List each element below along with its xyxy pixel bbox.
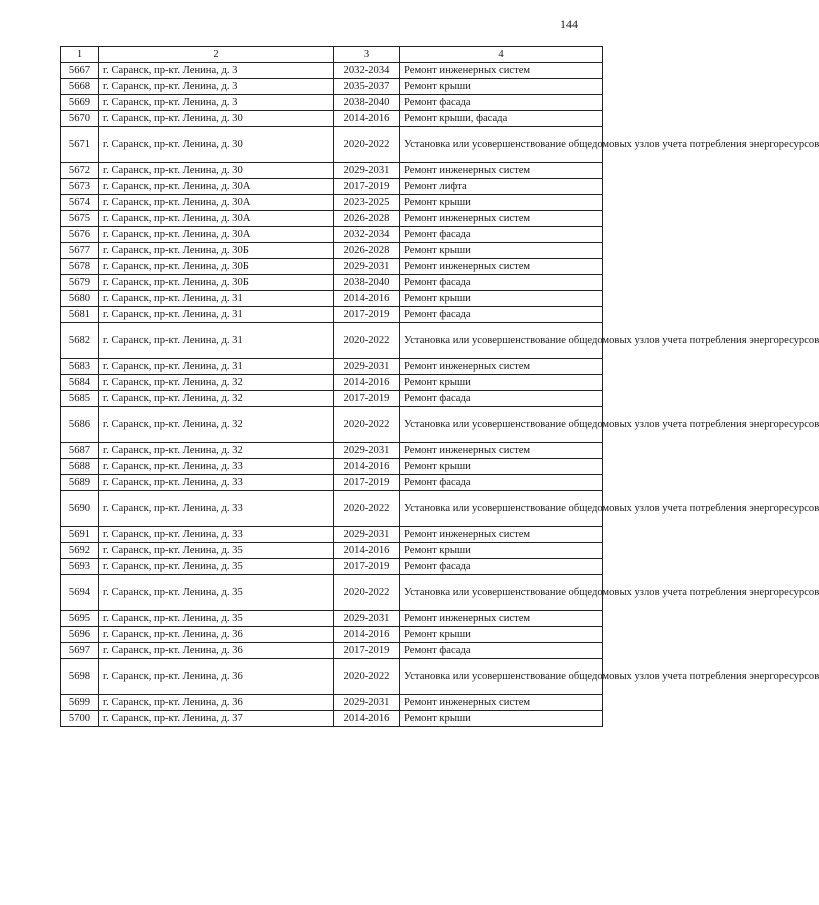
row-number-cell: 5673	[61, 179, 99, 195]
table-row	[61, 111, 603, 127]
table-row	[61, 211, 603, 227]
table-row	[61, 275, 603, 291]
address-cell: г. Саранск, пр-кт. Ленина, д. 33	[99, 491, 334, 527]
period-cell: 2029-2031	[334, 163, 400, 179]
address-cell: г. Саранск, пр-кт. Ленина, д. 30А	[99, 195, 334, 211]
period-cell: 2017-2019	[334, 391, 400, 407]
work-type-cell: Ремонт инженерных систем	[400, 163, 603, 179]
table-row	[61, 291, 603, 307]
row-number-cell: 5677	[61, 243, 99, 259]
work-type-cell: Ремонт фасада	[400, 475, 603, 491]
table-row	[61, 375, 603, 391]
work-type-cell: Установка или усовершенствование общедомовых узлов учета потребления энергоресурсов	[400, 407, 603, 443]
row-number-cell: 5690	[61, 491, 99, 527]
period-cell: 2026-2028	[334, 243, 400, 259]
table-row	[61, 695, 603, 711]
row-number-cell: 5684	[61, 375, 99, 391]
table-row	[61, 127, 603, 163]
period-cell: 2014-2016	[334, 375, 400, 391]
period-cell: 2020-2022	[334, 659, 400, 695]
address-cell: г. Саранск, пр-кт. Ленина, д. 33	[99, 475, 334, 491]
period-cell: 2029-2031	[334, 443, 400, 459]
table-body	[61, 63, 819, 727]
address-cell: г. Саранск, пр-кт. Ленина, д. 36	[99, 695, 334, 711]
address-cell: г. Саранск, пр-кт. Ленина, д. 33	[99, 459, 334, 475]
address-cell: г. Саранск, пр-кт. Ленина, д. 3	[99, 63, 334, 79]
work-type-cell: Ремонт инженерных систем	[400, 611, 603, 627]
address-cell: г. Саранск, пр-кт. Ленина, д. 35	[99, 543, 334, 559]
row-number-cell: 5685	[61, 391, 99, 407]
table-row	[61, 659, 603, 695]
row-number-cell: 5670	[61, 111, 99, 127]
table-row	[61, 611, 603, 627]
address-cell: г. Саранск, пр-кт. Ленина, д. 3	[99, 79, 334, 95]
period-cell: 2038-2040	[334, 95, 400, 111]
work-type-cell: Ремонт инженерных систем	[400, 695, 603, 711]
table-row	[61, 459, 603, 475]
period-cell: 2020-2022	[334, 575, 400, 611]
period-cell: 2014-2016	[334, 111, 400, 127]
table-row	[61, 63, 603, 79]
work-type-cell: Ремонт фасада	[400, 559, 603, 575]
row-number-cell: 5681	[61, 307, 99, 323]
table-row	[61, 259, 603, 275]
table-row	[61, 643, 603, 659]
work-type-cell: Установка или усовершенствование общедомовых узлов учета потребления энергоресурсов	[400, 491, 603, 527]
row-number-cell: 5682	[61, 323, 99, 359]
table-row	[61, 323, 603, 359]
address-cell: г. Саранск, пр-кт. Ленина, д. 31	[99, 359, 334, 375]
table-row	[61, 359, 603, 375]
row-number-cell: 5686	[61, 407, 99, 443]
period-cell: 2029-2031	[334, 359, 400, 375]
work-type-cell: Установка или усовершенствование общедомовых узлов учета потребления энергоресурсов	[400, 659, 603, 695]
address-cell: г. Саранск, пр-кт. Ленина, д. 30Б	[99, 243, 334, 259]
period-cell: 2035-2037	[334, 79, 400, 95]
table-row	[61, 711, 603, 727]
work-type-cell: Установка или усовершенствование общедомовых узлов учета потребления энергоресурсов	[400, 575, 603, 611]
work-type-cell: Ремонт инженерных систем	[400, 259, 603, 275]
table-row	[61, 95, 603, 111]
address-cell: г. Саранск, пр-кт. Ленина, д. 33	[99, 527, 334, 543]
table-row	[61, 391, 603, 407]
period-cell: 2032-2034	[334, 63, 400, 79]
period-cell: 2029-2031	[334, 611, 400, 627]
period-cell: 2023-2025	[334, 195, 400, 211]
period-cell: 2020-2022	[334, 127, 400, 163]
table-row	[61, 575, 603, 611]
row-number-cell: 5667	[61, 63, 99, 79]
header-row	[61, 47, 603, 63]
work-type-cell: Ремонт крыши	[400, 543, 603, 559]
period-cell: 2014-2016	[334, 459, 400, 475]
row-number-cell: 5698	[61, 659, 99, 695]
period-cell: 2014-2016	[334, 627, 400, 643]
address-cell: г. Саранск, пр-кт. Ленина, д. 30А	[99, 179, 334, 195]
table-row	[61, 407, 603, 443]
table-row	[61, 627, 603, 643]
column-header-3: 3	[334, 47, 400, 63]
table-row	[61, 475, 603, 491]
address-cell: г. Саранск, пр-кт. Ленина, д. 32	[99, 375, 334, 391]
row-number-cell: 5674	[61, 195, 99, 211]
row-number-cell: 5699	[61, 695, 99, 711]
row-number-cell: 5688	[61, 459, 99, 475]
row-number-cell: 5678	[61, 259, 99, 275]
work-type-cell: Ремонт инженерных систем	[400, 211, 603, 227]
address-cell: г. Саранск, пр-кт. Ленина, д. 35	[99, 575, 334, 611]
period-cell: 2017-2019	[334, 559, 400, 575]
address-cell: г. Саранск, пр-кт. Ленина, д. 36	[99, 643, 334, 659]
period-cell: 2038-2040	[334, 275, 400, 291]
work-type-cell: Ремонт крыши	[400, 79, 603, 95]
row-number-cell: 5669	[61, 95, 99, 111]
table-row	[61, 195, 603, 211]
row-number-cell: 5697	[61, 643, 99, 659]
table-header	[61, 47, 603, 63]
table-row	[61, 163, 603, 179]
work-type-cell: Ремонт инженерных систем	[400, 63, 603, 79]
row-number-cell: 5675	[61, 211, 99, 227]
work-type-cell: Ремонт инженерных систем	[400, 443, 603, 459]
period-cell: 2020-2022	[334, 407, 400, 443]
address-cell: г. Саранск, пр-кт. Ленина, д. 30	[99, 163, 334, 179]
row-number-cell: 5692	[61, 543, 99, 559]
period-cell: 2026-2028	[334, 211, 400, 227]
period-cell: 2029-2031	[334, 259, 400, 275]
work-type-cell: Установка или усовершенствование общедомовых узлов учета потребления энергоресурсов	[400, 127, 603, 163]
address-cell: г. Саранск, пр-кт. Ленина, д. 30	[99, 111, 334, 127]
address-cell: г. Саранск, пр-кт. Ленина, д. 30А	[99, 227, 334, 243]
period-cell: 2017-2019	[334, 307, 400, 323]
row-number-cell: 5700	[61, 711, 99, 727]
address-cell: г. Саранск, пр-кт. Ленина, д. 30Б	[99, 275, 334, 291]
column-header-1: 1	[61, 47, 99, 63]
address-cell: г. Саранск, пр-кт. Ленина, д. 31	[99, 323, 334, 359]
work-type-cell: Ремонт крыши	[400, 375, 603, 391]
address-cell: г. Саранск, пр-кт. Ленина, д. 30	[99, 127, 334, 163]
row-number-cell: 5691	[61, 527, 99, 543]
period-cell: 2014-2016	[334, 543, 400, 559]
repair-schedule-table	[60, 46, 819, 727]
address-cell: г. Саранск, пр-кт. Ленина, д. 36	[99, 627, 334, 643]
row-number-cell: 5676	[61, 227, 99, 243]
address-cell: г. Саранск, пр-кт. Ленина, д. 30А	[99, 211, 334, 227]
work-type-cell: Установка или усовершенствование общедомовых узлов учета потребления энергоресурсов	[400, 323, 603, 359]
work-type-cell: Ремонт фасада	[400, 643, 603, 659]
table-row	[61, 527, 603, 543]
address-cell: г. Саранск, пр-кт. Ленина, д. 32	[99, 443, 334, 459]
period-cell: 2029-2031	[334, 527, 400, 543]
column-header-2: 2	[99, 47, 334, 63]
period-cell: 2014-2016	[334, 291, 400, 307]
address-cell: г. Саранск, пр-кт. Ленина, д. 3	[99, 95, 334, 111]
address-cell: г. Саранск, пр-кт. Ленина, д. 31	[99, 307, 334, 323]
table-row	[61, 179, 603, 195]
row-number-cell: 5694	[61, 575, 99, 611]
work-type-cell: Ремонт крыши	[400, 291, 603, 307]
row-number-cell: 5668	[61, 79, 99, 95]
address-cell: г. Саранск, пр-кт. Ленина, д. 32	[99, 391, 334, 407]
period-cell: 2017-2019	[334, 643, 400, 659]
period-cell: 2032-2034	[334, 227, 400, 243]
table-row	[61, 79, 603, 95]
row-number-cell: 5680	[61, 291, 99, 307]
address-cell: г. Саранск, пр-кт. Ленина, д. 35	[99, 559, 334, 575]
table-row	[61, 227, 603, 243]
table-row	[61, 559, 603, 575]
table-row	[61, 307, 603, 323]
work-type-cell: Ремонт лифта	[400, 179, 603, 195]
row-number-cell: 5671	[61, 127, 99, 163]
row-number-cell: 5679	[61, 275, 99, 291]
address-cell: г. Саранск, пр-кт. Ленина, д. 32	[99, 407, 334, 443]
work-type-cell: Ремонт фасада	[400, 391, 603, 407]
work-type-cell: Ремонт крыши	[400, 459, 603, 475]
period-cell: 2029-2031	[334, 695, 400, 711]
address-cell: г. Саранск, пр-кт. Ленина, д. 37	[99, 711, 334, 727]
work-type-cell: Ремонт фасада	[400, 275, 603, 291]
row-number-cell: 5696	[61, 627, 99, 643]
address-cell: г. Саранск, пр-кт. Ленина, д. 36	[99, 659, 334, 695]
row-number-cell: 5693	[61, 559, 99, 575]
work-type-cell: Ремонт крыши	[400, 711, 603, 727]
period-cell: 2020-2022	[334, 491, 400, 527]
period-cell: 2020-2022	[334, 323, 400, 359]
table-row	[61, 243, 603, 259]
period-cell: 2017-2019	[334, 475, 400, 491]
work-type-cell: Ремонт крыши	[400, 243, 603, 259]
address-cell: г. Саранск, пр-кт. Ленина, д. 31	[99, 291, 334, 307]
period-cell: 2014-2016	[334, 711, 400, 727]
page-number: 144	[560, 17, 578, 31]
row-number-cell: 5689	[61, 475, 99, 491]
work-type-cell: Ремонт крыши, фасада	[400, 111, 603, 127]
row-number-cell: 5687	[61, 443, 99, 459]
work-type-cell: Ремонт фасада	[400, 227, 603, 243]
work-type-cell: Ремонт инженерных систем	[400, 527, 603, 543]
work-type-cell: Ремонт крыши	[400, 627, 603, 643]
row-number-cell: 5695	[61, 611, 99, 627]
table-row	[61, 491, 603, 527]
address-cell: г. Саранск, пр-кт. Ленина, д. 35	[99, 611, 334, 627]
column-header-4: 4	[400, 47, 603, 63]
work-type-cell: Ремонт фасада	[400, 307, 603, 323]
table-row	[61, 443, 603, 459]
work-type-cell: Ремонт крыши	[400, 195, 603, 211]
period-cell: 2017-2019	[334, 179, 400, 195]
work-type-cell: Ремонт инженерных систем	[400, 359, 603, 375]
table-row	[61, 543, 603, 559]
row-number-cell: 5672	[61, 163, 99, 179]
work-type-cell: Ремонт фасада	[400, 95, 603, 111]
row-number-cell: 5683	[61, 359, 99, 375]
address-cell: г. Саранск, пр-кт. Ленина, д. 30Б	[99, 259, 334, 275]
